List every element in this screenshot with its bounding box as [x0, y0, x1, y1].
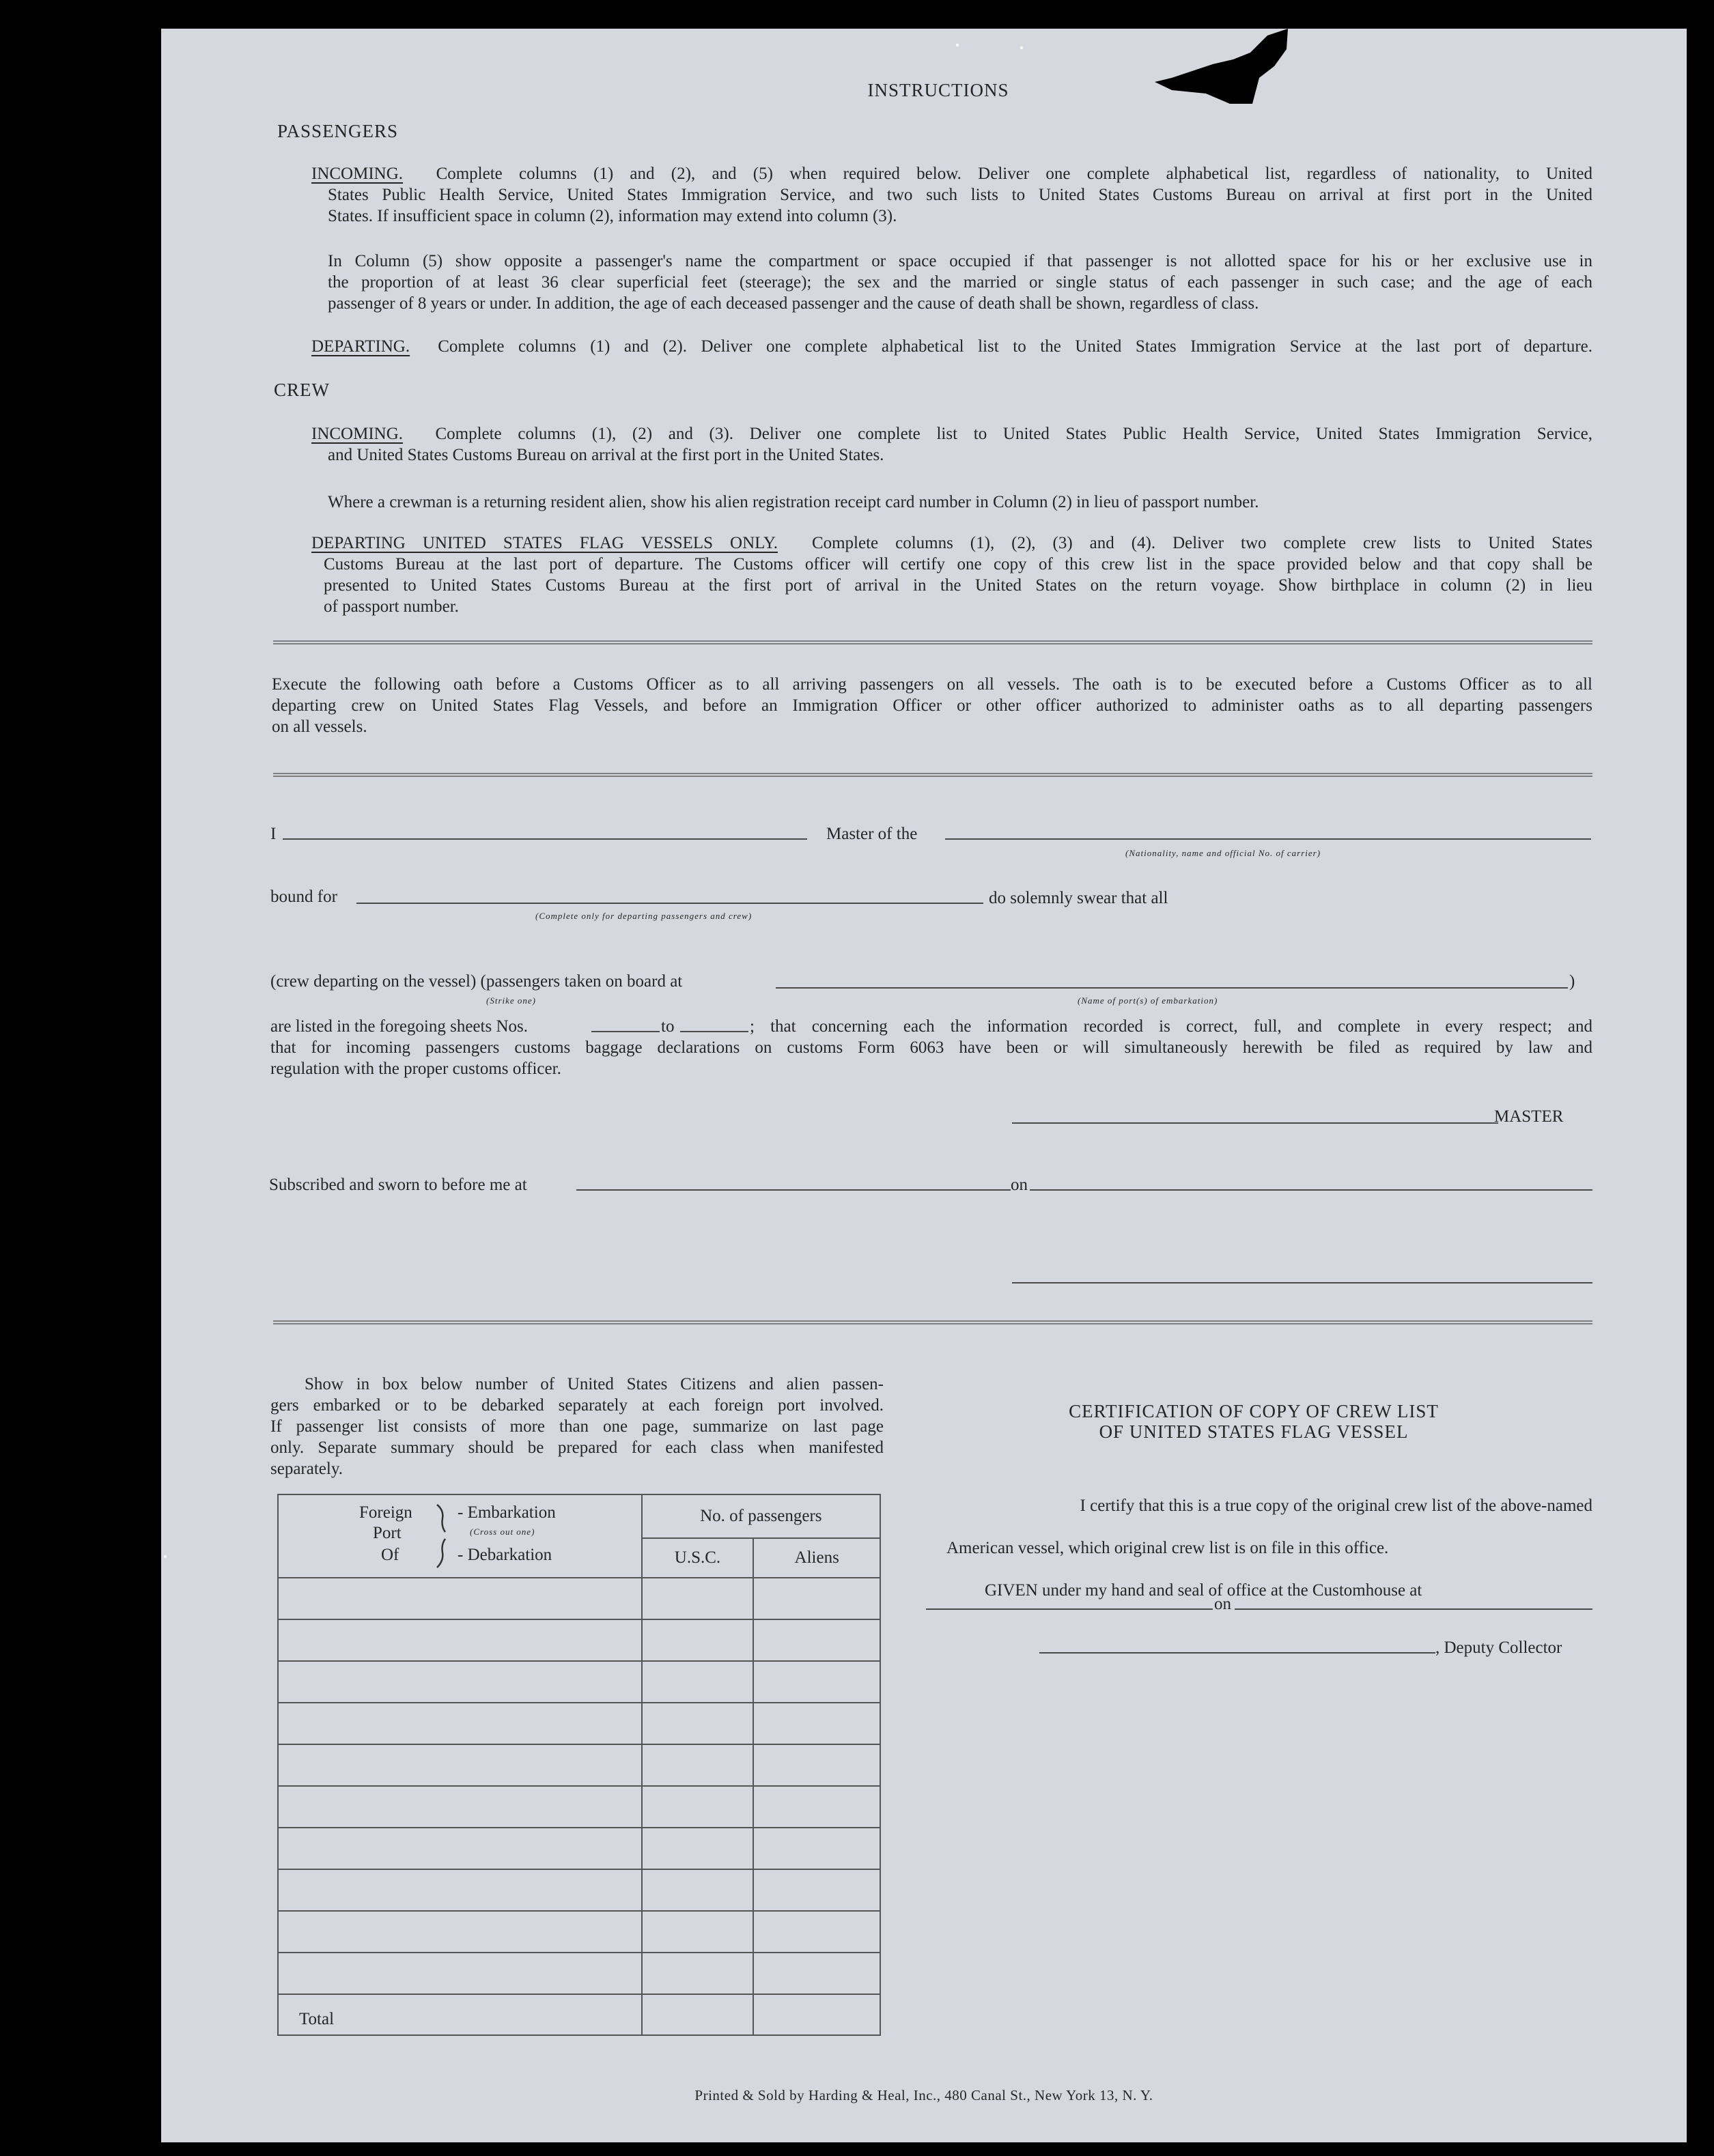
oath-body-line: regulation with the proper customs officer. — [270, 1060, 561, 1078]
summary-intro-line: If passenger list consists of more than one page, summarize on last page — [270, 1417, 884, 1436]
officer-signature-field[interactable] — [1012, 1282, 1592, 1283]
crew-heading: CREW — [274, 380, 330, 400]
given-text: GIVEN under my hand and seal of office at the Customhouse at — [985, 1581, 1422, 1600]
passengers-incoming-line: States Public Health Service, United States Immigration Service, and two such lists to United States Customs Bureau on arrival at first port in the United — [328, 186, 1592, 204]
master-name-field[interactable] — [283, 838, 807, 840]
oath-intro-line: Execute the following oath before a Customs Officer as to all arriving passengers on all vessels. The oath is to be executed before a Customs Officer as to all — [272, 675, 1592, 694]
printer-imprint: Printed & Sold by Harding & Heal, Inc., 480 Canal St., New York 13, N. Y. — [694, 2087, 1153, 2103]
document-page — [161, 29, 1687, 2142]
deputy-collector-label: , Deputy Collector — [1435, 1639, 1562, 1657]
ports-hint: (Name of port(s) of embarkation) — [1078, 995, 1218, 1006]
strike-one-hint: (Strike one) — [486, 995, 537, 1006]
section-divider — [273, 773, 1592, 777]
passengers-incoming-line: INCOMING. Complete columns (1) and (2), and (5) when required below. Deliver one complete alphabetical list, regardless of nationality, to United — [311, 165, 1592, 183]
of-label: Of — [381, 1546, 399, 1564]
crew-incoming-block — [311, 423, 1592, 466]
crew-departing-line: presented to United States Customs Bureau at the first port of arrival in the United States on the return voyage. Show birthplace in column (2) in lieu — [324, 576, 1592, 595]
foreign-label: Foreign — [359, 1503, 412, 1522]
usc-cell[interactable] — [642, 1619, 754, 1661]
port-cell[interactable] — [278, 1703, 642, 1744]
aliens-cell[interactable] — [753, 1869, 880, 1911]
aliens-cell[interactable] — [753, 1828, 880, 1869]
certification-title-line: OF UNITED STATES FLAG VESSEL — [1099, 1421, 1409, 1442]
port-cell[interactable] — [278, 1786, 642, 1828]
section-divider — [273, 640, 1592, 644]
sheet-to-field[interactable] — [680, 1031, 748, 1032]
crew-departing-block — [311, 533, 1592, 617]
table-row — [278, 1911, 880, 1953]
port-cell[interactable] — [278, 1619, 642, 1661]
table-row — [278, 1578, 880, 1619]
port-cell[interactable] — [278, 1911, 642, 1953]
cert-on-label: on — [1214, 1595, 1231, 1613]
master-of-the-label: Master of the — [826, 825, 918, 843]
usc-header: U.S.C. — [642, 1538, 754, 1578]
table-row — [278, 1953, 880, 1994]
embarkation-ports-field[interactable] — [776, 987, 1568, 989]
usc-cell[interactable] — [642, 1953, 754, 1994]
master-signature-field[interactable] — [1012, 1122, 1498, 1124]
passengers-incoming-block — [311, 163, 1592, 227]
summary-intro-line: gers embarked or to be debarked separately at each foreign port involved. — [270, 1396, 884, 1415]
port-cell[interactable] — [278, 1828, 642, 1869]
column-five-line: In Column (5) show opposite a passenger's name the compartment or space occupied if that passenger is not allotted space for his or her exclusive use in — [328, 252, 1592, 270]
table-row — [278, 1828, 880, 1869]
subscribed-text: Subscribed and sworn to before me at — [269, 1176, 527, 1194]
usc-cell[interactable] — [642, 1869, 754, 1911]
summary-intro-line: only. Separate summary should be prepared for each class when manifested — [270, 1438, 884, 1457]
passengers-heading: PASSENGERS — [277, 121, 399, 141]
sworn-place-field[interactable] — [576, 1189, 1011, 1191]
usc-cell[interactable] — [642, 1911, 754, 1953]
crew-departing-line: of passport number. — [324, 597, 459, 616]
passengers-departing-line: DEPARTING. Complete columns (1) and (2). Deliver one complete alphabetical list to the United States Immigration Service at the last port of departure. — [311, 337, 1592, 356]
crew-departing-passengers-text: (crew departing on the vessel) (passengers taken on board at — [270, 972, 683, 991]
usc-total-cell[interactable] — [642, 1994, 754, 2035]
table-row — [278, 1703, 880, 1744]
aliens-cell[interactable] — [753, 1911, 880, 1953]
crew-incoming-line: INCOMING. Complete columns (1), (2) and (3). Deliver one complete list to United States Public Health Service, United States Immigration Service, — [311, 425, 1592, 443]
sworn-date-field[interactable] — [1030, 1189, 1592, 1191]
crew-incoming-label: INCOMING. — [311, 425, 404, 443]
oath-body-line: that for incoming passengers customs baggage declarations on customs Form 6063 have been or will simultaneously herewith be filed as required by law and — [270, 1038, 1592, 1057]
oath-intro-block — [272, 674, 1592, 737]
crew-incoming-line: and United States Customs Bureau on arrival at the first port in the United States. — [328, 446, 884, 464]
crew-departing-line: Customs Bureau at the last port of departure. The Customs officer will certify one copy of this crew list in the space provided below and that copy shall be — [324, 555, 1592, 573]
usc-cell[interactable] — [642, 1661, 754, 1703]
bound-for-label: bound for — [270, 888, 337, 906]
usc-cell[interactable] — [642, 1828, 754, 1869]
bound-for-hint: (Complete only for departing passengers and crew) — [535, 911, 753, 921]
master-label: MASTER — [1494, 1107, 1564, 1126]
aliens-cell[interactable] — [753, 1661, 880, 1703]
aliens-cell[interactable] — [753, 1786, 880, 1828]
port-label: Port — [373, 1524, 402, 1542]
port-cell[interactable] — [278, 1744, 642, 1786]
summary-intro-line: Show in box below number of United States Citizens and alien passen- — [305, 1375, 884, 1393]
section-divider — [273, 1320, 1592, 1324]
crew-departing-label: DEPARTING UNITED STATES FLAG VESSELS ONLY. — [311, 534, 778, 552]
aliens-total-cell[interactable] — [753, 1994, 880, 2035]
aliens-cell[interactable] — [753, 1744, 880, 1786]
usc-cell[interactable] — [642, 1703, 754, 1744]
torn-paper-blot — [1104, 29, 1390, 111]
scan-speck — [956, 44, 959, 46]
table-row — [278, 1619, 880, 1661]
table-row — [278, 1869, 880, 1911]
usc-cell[interactable] — [642, 1578, 754, 1619]
oath-intro-line: departing crew on United States Flag Vessels, and before an Immigration Officer or other officer authorized to administer oaths as to all departing passengers — [272, 696, 1592, 715]
crew-departing-line: DEPARTING UNITED STATES FLAG VESSELS ONLY. Complete columns (1), (2), (3) and (4). Deliver two complete crew lists to United States — [311, 534, 1592, 552]
oath-i-label: I — [270, 825, 277, 843]
aliens-cell[interactable] — [753, 1703, 880, 1744]
close-paren: ) — [1569, 972, 1575, 991]
port-cell[interactable] — [278, 1953, 642, 1994]
sheets-post-text: ; that concerning each the information recorded is correct, full, and complete in every respect; and — [750, 1017, 1592, 1036]
customhouse-field[interactable] — [926, 1608, 1213, 1610]
passengers-incoming-line: States. If insufficient space in column (2), information may extend into column (3). — [328, 207, 897, 225]
crewman-resident-line: Where a crewman is a returning resident alien, show his alien registration receipt card number in Column (2) in lieu of passport number. — [328, 493, 1259, 511]
column-five-line: the proportion of at least 36 clear superficial feet (steerage); the sex and the married or single status of each passenger in such case; and the age of each — [328, 273, 1592, 292]
certify-text-line: I certify that this is a true copy of the original crew list of the above-named — [1080, 1497, 1592, 1515]
embarkation-label: - Embarkation — [458, 1503, 556, 1522]
passengers-departing-label: DEPARTING. — [311, 337, 410, 356]
cross-out-hint: (Cross out one) — [470, 1527, 535, 1537]
aliens-cell[interactable] — [753, 1619, 880, 1661]
certify-text-line: American vessel, which original crew list is on file in this office. — [946, 1539, 1389, 1557]
passengers-incoming-label: INCOMING. — [311, 165, 404, 183]
usc-cell[interactable] — [642, 1744, 754, 1786]
scan-speck — [164, 1555, 167, 1558]
no-of-passengers-header: No. of passengers — [642, 1494, 880, 1538]
scan-speck — [1020, 46, 1023, 49]
total-label: Total — [278, 1994, 642, 2035]
table-row — [278, 1661, 880, 1703]
subscribed-on-label: on — [1011, 1176, 1028, 1194]
debarkation-label: - Debarkation — [458, 1546, 552, 1564]
passenger-summary-table — [277, 1494, 881, 2036]
aliens-header: Aliens — [753, 1538, 880, 1578]
summary-intro-line: separately. — [270, 1460, 343, 1478]
oath-intro-line: on all vessels. — [272, 718, 367, 736]
oath-body-block — [270, 1037, 1592, 1079]
bound-for-field[interactable] — [356, 903, 983, 904]
port-cell[interactable] — [278, 1578, 642, 1619]
aliens-cell[interactable] — [753, 1578, 880, 1619]
instructions-title: INSTRUCTIONS — [867, 80, 1009, 100]
sheet-from-field[interactable] — [591, 1031, 660, 1032]
port-cell[interactable] — [278, 1661, 642, 1703]
brace-icon — [434, 1503, 448, 1569]
certification-title-line: CERTIFICATION OF COPY OF CREW LIST — [1069, 1401, 1439, 1421]
column-five-block — [328, 251, 1592, 314]
deputy-signature-field[interactable] — [1039, 1652, 1435, 1654]
carrier-hint: (Nationality, name and official No. of carrier) — [1125, 848, 1321, 858]
aliens-cell[interactable] — [753, 1953, 880, 1994]
usc-cell[interactable] — [642, 1786, 754, 1828]
swear-text: do solemnly swear that all — [989, 889, 1168, 907]
port-cell[interactable] — [278, 1869, 642, 1911]
summary-intro-block — [270, 1374, 884, 1479]
column-five-line: passenger of 8 years or under. In addition, the age of each deceased passenger and the cause of death shall be shown, regardless of class. — [328, 294, 1259, 313]
sheets-to-text: to — [661, 1017, 675, 1036]
sheets-pre-text: are listed in the foregoing sheets Nos. — [270, 1017, 528, 1036]
total-row — [278, 1994, 880, 2035]
table-row — [278, 1744, 880, 1786]
cert-date-field[interactable] — [1235, 1608, 1592, 1610]
foreign-port-header — [278, 1494, 642, 1578]
table-row — [278, 1786, 880, 1828]
carrier-field[interactable] — [945, 838, 1591, 840]
